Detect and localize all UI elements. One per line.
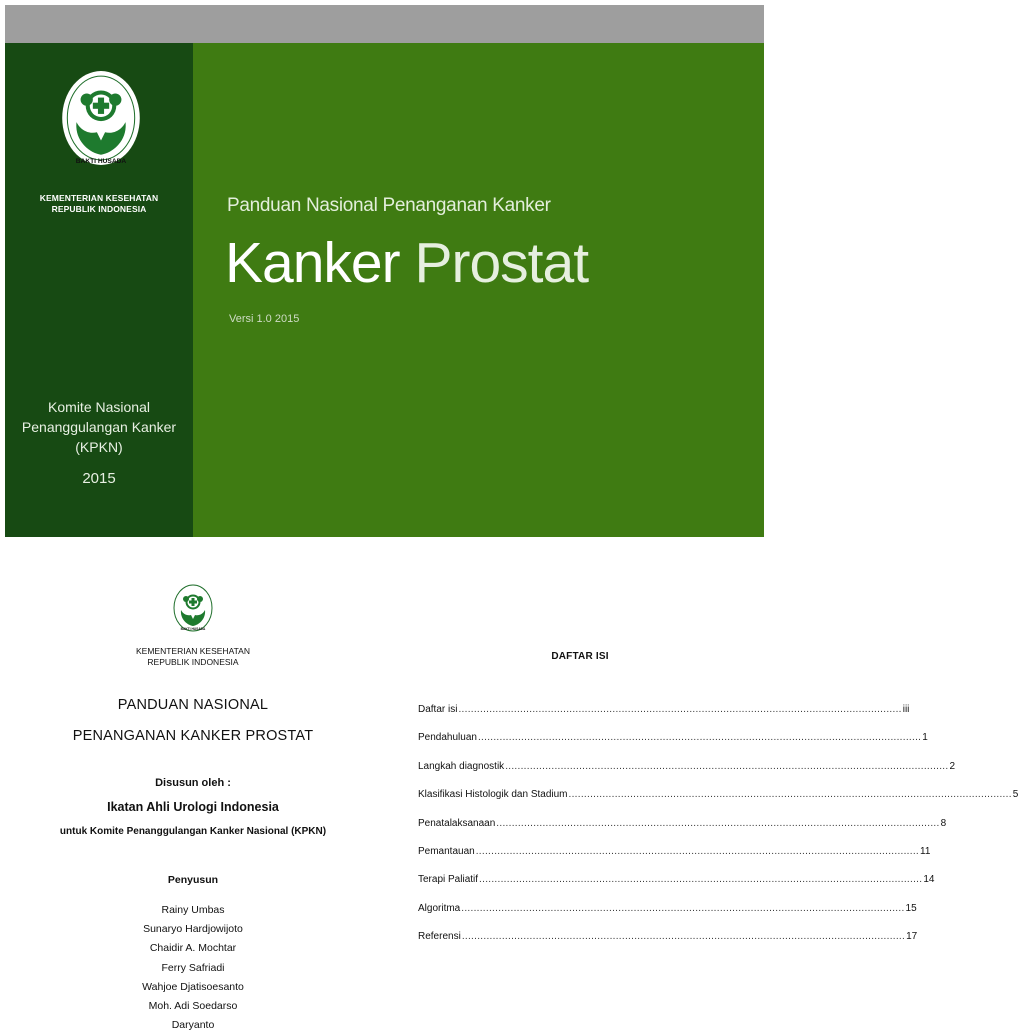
toc-entry-page: 15 [905,902,917,914]
cover-version: Versi 1.0 2015 [229,313,300,325]
association-name: Ikatan Ahli Urologi Indonesia [107,800,279,814]
page2-ministry-name [118,646,268,667]
toc-entry[interactable] [418,732,928,760]
toc-leader-dots [496,818,939,829]
table-of-contents [418,704,1018,960]
compiled-by-label: Disusun oleh : [155,777,231,789]
toc-leader-dots [461,903,904,914]
toc-entry[interactable] [418,931,918,959]
cover-sidebar [5,43,193,537]
toc-leader-dots [462,931,905,942]
toc-entry[interactable] [418,760,956,789]
toc-leader-dots [458,704,901,715]
toc-entry[interactable] [418,704,910,732]
author-name: Ferry Safriadi [161,961,225,974]
logo-text: BAKTI HUSADA [75,157,127,165]
toc-entry-page: 8 [940,817,947,829]
page2-ministry-line-1: KEMENTERIAN KESEHATAN [136,646,250,656]
toc-leader-dots [569,789,1012,800]
committee-line-2: Penanggulangan Kanker [21,419,177,435]
cover-page [5,43,764,537]
toc-entry-page: 2 [949,760,956,772]
committee-name [5,397,193,457]
authors-list [93,901,293,1035]
doc-title-line-2: PENANGANAN KANKER PROSTAT [72,728,314,744]
cover-subtitle: Panduan Nasional Penanganan Kanker [227,195,551,216]
toc-entry-label: Daftar isi [418,704,458,715]
toc-entry-label: Langkah diagnostik [418,760,505,772]
cover-year: 2015 [82,470,116,487]
toc-entry-page: 14 [923,874,935,886]
toc-entry[interactable] [418,817,947,846]
author-name: Chaidir A. Mochtar [149,942,237,955]
toc-entry-page: 1 [922,732,928,744]
toc-entry-label: Klasifikasi Histologik dan Stadium [418,789,568,801]
cover-title [225,229,588,297]
author-name: Moh. Adi Soedarso [148,1000,238,1013]
committee-line-3: (KPKN) [75,439,123,455]
toc-entry[interactable] [418,845,931,874]
toc-entry-label: Pendahuluan [418,732,477,744]
committee-line-1: Komite Nasional [48,399,150,415]
toc-leader-dots [476,846,919,857]
for-committee-text: untuk Komite Penanggulangan Kanker Nasional (KPKN) [59,826,327,837]
toc-entry-page: iii [902,704,910,715]
ministry-name [5,193,193,215]
author-name: Sunaryo Hardjowijoto [143,923,243,936]
ministry-line-2: REPUBLIK INDONESIA [51,204,147,214]
toc-leader-dots [478,732,921,743]
toc-entry[interactable] [418,902,917,931]
toc-entry-label: Penatalaksanaan [418,817,496,829]
toc-entry-page: 17 [906,931,918,943]
top-bar [5,5,764,43]
toc-leader-dots [505,761,948,772]
author-name: Wahjoe Djatisoesanto [142,980,244,993]
author-name: Daryanto [171,1019,215,1032]
toc-entry-label: Pemantauan [418,845,475,857]
toc-leader-dots [479,874,922,885]
doc-title-line-1: PANDUAN NASIONAL [117,697,269,713]
toc-entry[interactable] [418,789,1018,817]
bakti-husada-logo [60,69,142,167]
author-name: Rainy Umbas [161,904,225,916]
toc-entry[interactable] [418,874,935,902]
toc-entry-page: 11 [920,845,931,857]
authors-heading: Penyusun [167,874,219,886]
ministry-line-1: KEMENTERIAN KESEHATAN [39,193,159,203]
page2-ministry-line-2: REPUBLIK INDONESIA [147,656,239,667]
toc-entry-label: Referensi [418,931,461,943]
bakti-husada-logo-small [173,584,213,632]
toc-entry-label: Terapi Paliatif [418,874,479,886]
toc-entry-page: 5 [1012,789,1018,801]
cover-title-light: Prostat [414,231,589,295]
logo-text-small: BAKTI HUSADA [180,627,206,631]
toc-title: DAFTAR ISI [551,651,609,662]
cover-title-bold: Kanker [225,231,400,295]
toc-entry-label: Algoritma [418,902,461,914]
